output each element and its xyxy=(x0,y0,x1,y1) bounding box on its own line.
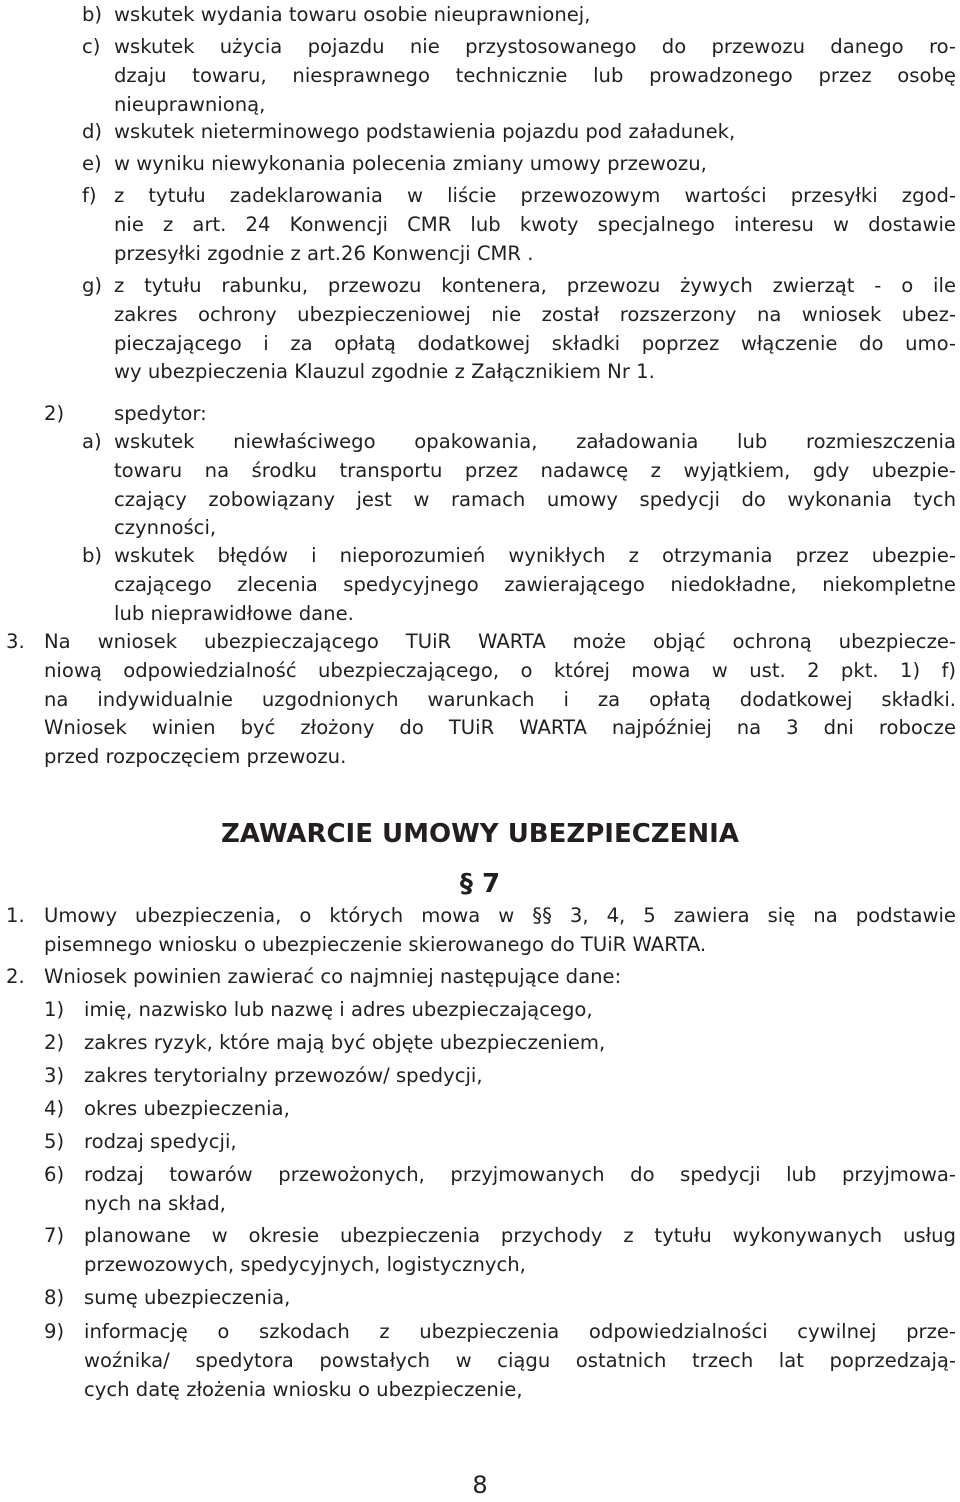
text-line: niową odpowiedzialność ubezpieczającego, o której mowa w ust. 2 pkt. 1) f) xyxy=(44,658,956,682)
text-line: z tytułu zadeklarowania w liście przewozowym wartości przesyłki zgod- xyxy=(114,184,956,207)
point-intro: Wniosek powinien zawierać co najmniej następujące dane: xyxy=(44,965,622,988)
list-marker: 7) xyxy=(44,1224,65,1247)
text-line: nie z art. 24 Konwencji CMR lub kwoty specjalnego interesu w dostawie xyxy=(114,212,956,236)
list-item xyxy=(114,428,956,543)
list-marker: 4) xyxy=(44,1097,65,1120)
list-item xyxy=(84,1318,956,1404)
text-line: przesyłki zgodnie z art.26 Konwencji CMR . xyxy=(114,241,534,265)
text-line: wskutek błędów i nieporozumień wynikłych z otrzymania przez ubezpie- xyxy=(114,544,956,567)
text-line: sumę ubezpieczenia, xyxy=(84,1286,291,1309)
list-item xyxy=(84,1062,956,1091)
text-line: informację o szkodach z ubezpieczenia odpowiedzialności cywilnej prze- xyxy=(84,1320,956,1343)
text-line: Umowy ubezpieczenia, o których mowa w §§ 3, 4, 5 zawiera się na podstawie xyxy=(44,904,956,927)
text-line: cych datę złożenia wniosku o ubezpieczenie, xyxy=(84,1377,523,1401)
text-line: nieuprawnioną, xyxy=(114,92,266,116)
list-marker: b) xyxy=(82,3,103,26)
point-marker: 2. xyxy=(6,965,25,988)
text-line: zakres ryzyk, które mają być objęte ubezpieczeniem, xyxy=(84,1031,606,1054)
point-marker: 1. xyxy=(6,904,25,927)
text-line: wskutek użycia pojazdu nie przystosowanego do przewozu danego ro- xyxy=(114,35,956,58)
list-marker: e) xyxy=(82,152,102,175)
text-line: okres ubezpieczenia, xyxy=(84,1097,290,1120)
list-item xyxy=(114,272,956,387)
text-line: wy ubezpieczenia Klauzul zgodnie z Załącznikiem Nr 1. xyxy=(114,360,655,384)
list-marker: a) xyxy=(82,430,102,453)
text-line: rodzaj spedycji, xyxy=(84,1130,237,1153)
section-marker: 2) xyxy=(44,402,65,425)
list-item xyxy=(114,182,956,268)
list-item xyxy=(114,118,956,147)
list-marker: c) xyxy=(82,35,101,58)
text-line: towaru na środku transportu przez nadawcę z wyjątkiem, gdy ubezpie- xyxy=(114,458,956,482)
text-line: wskutek nieterminowego podstawienia pojazdu pod załadunek, xyxy=(114,120,736,143)
list-item xyxy=(114,33,956,119)
list-item xyxy=(114,150,956,179)
text-line: planowane w okresie ubezpieczenia przychody z tytułu wykonywanych usług xyxy=(84,1224,956,1247)
text-line: z tytułu rabunku, przewozu kontenera, przewozu żywych zwierząt - o ile xyxy=(114,274,956,297)
text-line: wskutek niewłaściwego opakowania, załadowania lub rozmieszczenia xyxy=(114,430,956,453)
list-marker: f) xyxy=(82,184,97,207)
text-line: w wyniku niewykonania polecenia zmiany umowy przewozu, xyxy=(114,152,707,175)
text-line: na indywidualnie uzgodnionych warunkach i za opłatą dodatkowej składki. xyxy=(44,687,956,711)
paragraph xyxy=(44,628,956,772)
list-marker: 6) xyxy=(44,1163,65,1186)
text-line: przewozowych, spedycyjnych, logistycznych, xyxy=(84,1252,526,1276)
list-item xyxy=(84,996,956,1025)
list-marker: 2) xyxy=(44,1031,65,1054)
text-line: zakres terytorialny przewozów/ spedycji, xyxy=(84,1064,483,1087)
text-line: przed rozpoczęciem przewozu. xyxy=(44,745,347,769)
text-line: rodzaj towarów przewożonych, przyjmowanych do spedycji lub przyjmowa- xyxy=(84,1163,956,1186)
list-item xyxy=(84,1161,956,1219)
list-marker: 9) xyxy=(44,1320,65,1343)
point-marker: 3. xyxy=(6,630,25,653)
list-item xyxy=(84,1222,956,1280)
text-line: zakres ochrony ubezpieczeniowej nie został rozszerzony na wniosek ubez- xyxy=(114,302,956,326)
text-line: wskutek wydania towaru osobie nieuprawnionej, xyxy=(114,3,591,26)
text-line: czającego zlecenia spedycyjnego zawierającego niedokładne, niekompletne xyxy=(114,572,956,596)
text-line: Na wniosek ubezpieczającego TUiR WARTA może objąć ochroną ubezpiecze- xyxy=(44,630,956,653)
text-line: pieczającego i za opłatą dodatkowej składki poprzez włączenie do umo- xyxy=(114,331,956,355)
section-label: spedytor: xyxy=(114,402,207,425)
text-line: pisemnego wniosku o ubezpieczenie skierowanego do TUiR WARTA. xyxy=(44,932,707,956)
list-marker: d) xyxy=(82,120,103,143)
list-item xyxy=(84,1095,956,1124)
list-marker: 3) xyxy=(44,1064,65,1087)
list-item xyxy=(84,1128,956,1157)
text-line: lub nieprawidłowe dane. xyxy=(114,601,354,625)
paragraph xyxy=(44,902,956,960)
list-item xyxy=(84,1284,956,1313)
text-line: nych na skład, xyxy=(84,1191,226,1215)
text-line: dzaju towaru, niesprawnego technicznie lub prowadzonego przez osobę xyxy=(114,63,956,87)
list-item xyxy=(84,1029,956,1058)
list-marker: g) xyxy=(82,274,103,297)
list-marker: 1) xyxy=(44,998,65,1021)
list-item xyxy=(114,542,956,628)
list-marker: b) xyxy=(82,544,103,567)
list-marker: 5) xyxy=(44,1130,65,1153)
text-line: woźnika/ spedytora powstałych w ciągu ostatnich trzech lat poprzedzają- xyxy=(84,1348,956,1372)
text-line: czający zobowiązany jest w ramach umowy spedycji do wykonania tych xyxy=(114,487,956,511)
text-line: Wniosek winien być złożony do TUiR WARTA najpóźniej na 3 dni robocze xyxy=(44,716,956,740)
text-line: imię, nazwisko lub nazwę i adres ubezpieczającego, xyxy=(84,998,593,1021)
list-marker: 8) xyxy=(44,1286,65,1309)
section-heading: ZAWARCIE UMOWY UBEZPIECZENIA xyxy=(221,819,739,849)
text-line: czynności, xyxy=(114,516,217,540)
paragraph-number: § 7 xyxy=(459,869,501,899)
page-number: 8 xyxy=(472,1471,488,1499)
list-item xyxy=(114,1,956,30)
